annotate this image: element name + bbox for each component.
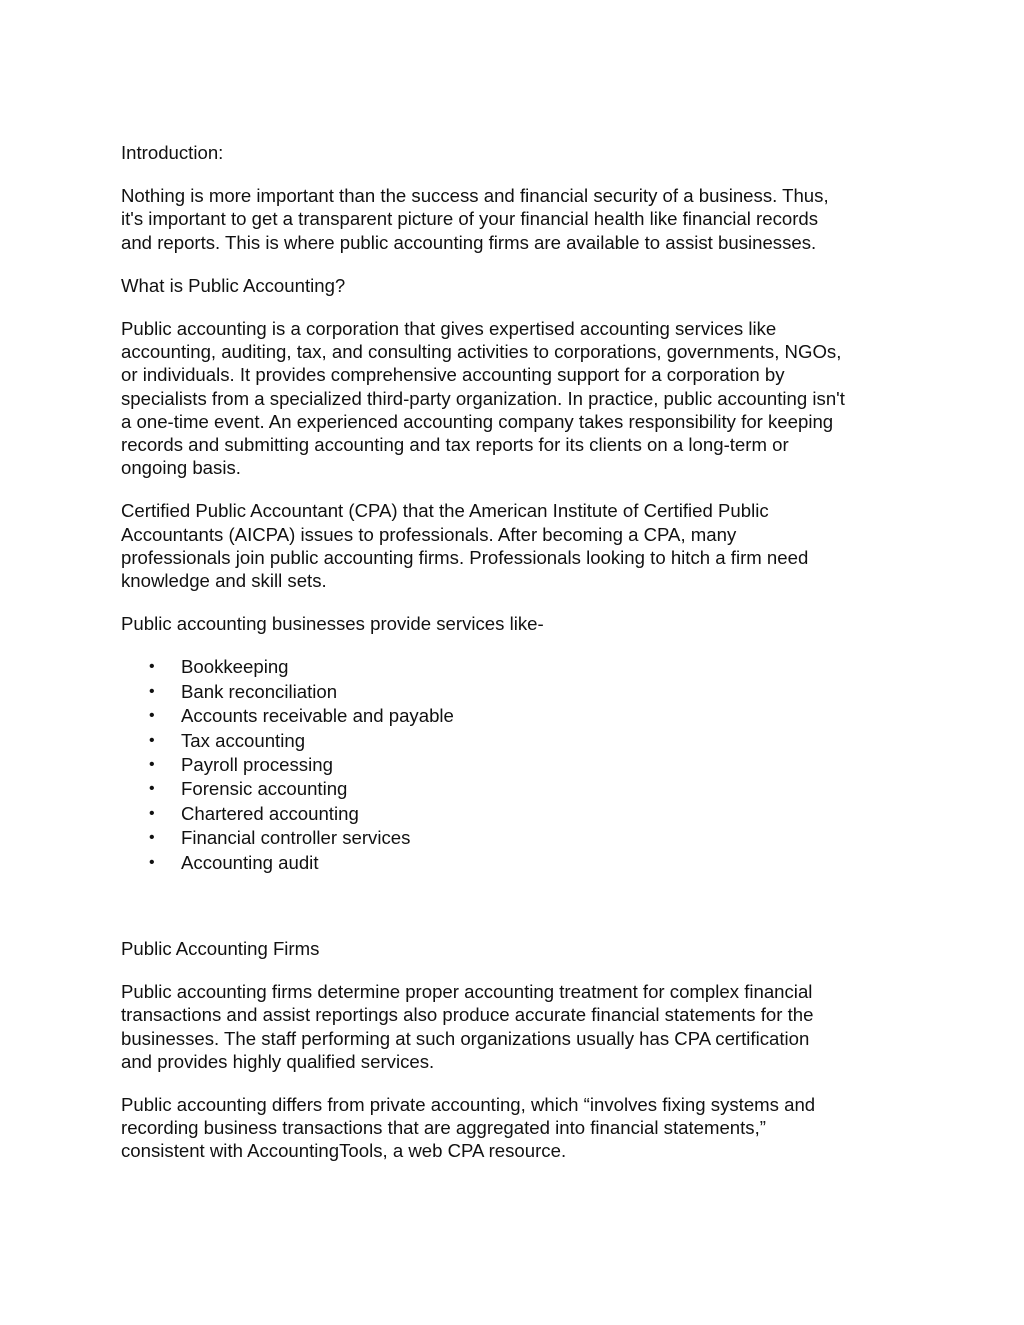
list-item-label: Financial controller services (181, 827, 411, 849)
list-item (121, 851, 911, 875)
section-spacer (121, 875, 911, 937)
list-item-label: Forensic accounting (181, 778, 348, 800)
services-list (121, 655, 911, 875)
bullet-icon: • (149, 756, 155, 774)
intro-heading: Introduction: (121, 142, 224, 163)
list-item-label: Chartered accounting (181, 802, 359, 824)
list-item (121, 802, 911, 826)
private-accounting-paragraph: Public accounting differs from private accounting, which “involves fixing systems and recording business transactions that are aggregated into financial statements,” consistent with AccountingTools, a web CPA resource. (121, 1093, 816, 1162)
list-item (121, 680, 911, 704)
cpa-paragraph: Certified Public Accountant (CPA) that the American Institute of Certified Public Accountants (AICPA) issues to professionals. After becoming a CPA, many professionals join public accounting firms. Professionals looking to hitch a firm need knowledge and skill sets. (121, 500, 809, 592)
bullet-icon: • (149, 731, 155, 749)
list-item-label: Accounting audit (181, 851, 319, 873)
bullet-icon: • (149, 658, 155, 676)
services-intro: Public accounting businesses provide services like- (121, 613, 544, 635)
list-item-label: Accounts receivable and payable (181, 705, 454, 727)
what-is-paragraph: Public accounting is a corporation that gives expertised accounting services like accounting, auditing, tax, and consulting activities to corporations, governments, NGOs, or individuals. It provides comprehensive accounting support for a corporation by specialists from a specialized third-party organization. In practice, public accounting isn't a one-time event. An experienced accounting company takes responsibility for keeping records and submitting accounting and tax reports for its clients on a long-term or ongoing basis. (121, 318, 845, 479)
list-item-label: Bank reconciliation (181, 680, 338, 702)
firms-paragraph: Public accounting firms determine proper accounting treatment for complex financial transactions and assist reportings also produce accurate financial statements for the businesses. The staff performing at such organizations usually has CPA certification and provides highly qualified services. (121, 981, 814, 1072)
list-item (121, 704, 911, 728)
intro-paragraph: Nothing is more important than the success and financial security of a business. Thus, it's important to get a transparent picture of your financial health like financial records and reports. This is where public accounting firms are available to assist businesses. (121, 185, 829, 253)
bullet-icon: • (149, 853, 155, 871)
document-body (121, 141, 911, 1183)
list-item (121, 826, 911, 850)
list-item (121, 655, 911, 679)
bullet-icon: • (149, 829, 155, 847)
bullet-icon: • (149, 804, 155, 822)
firms-heading: Public Accounting Firms (121, 937, 320, 959)
bullet-icon: • (149, 707, 155, 725)
list-item-label: Bookkeeping (181, 656, 289, 678)
bullet-icon: • (149, 682, 155, 700)
list-item-label: Tax accounting (181, 729, 306, 751)
list-item (121, 777, 911, 801)
list-item (121, 753, 911, 777)
list-item (121, 729, 911, 753)
list-item-label: Payroll processing (181, 754, 333, 776)
what-is-heading: What is Public Accounting? (121, 274, 346, 296)
bullet-icon: • (149, 780, 155, 798)
